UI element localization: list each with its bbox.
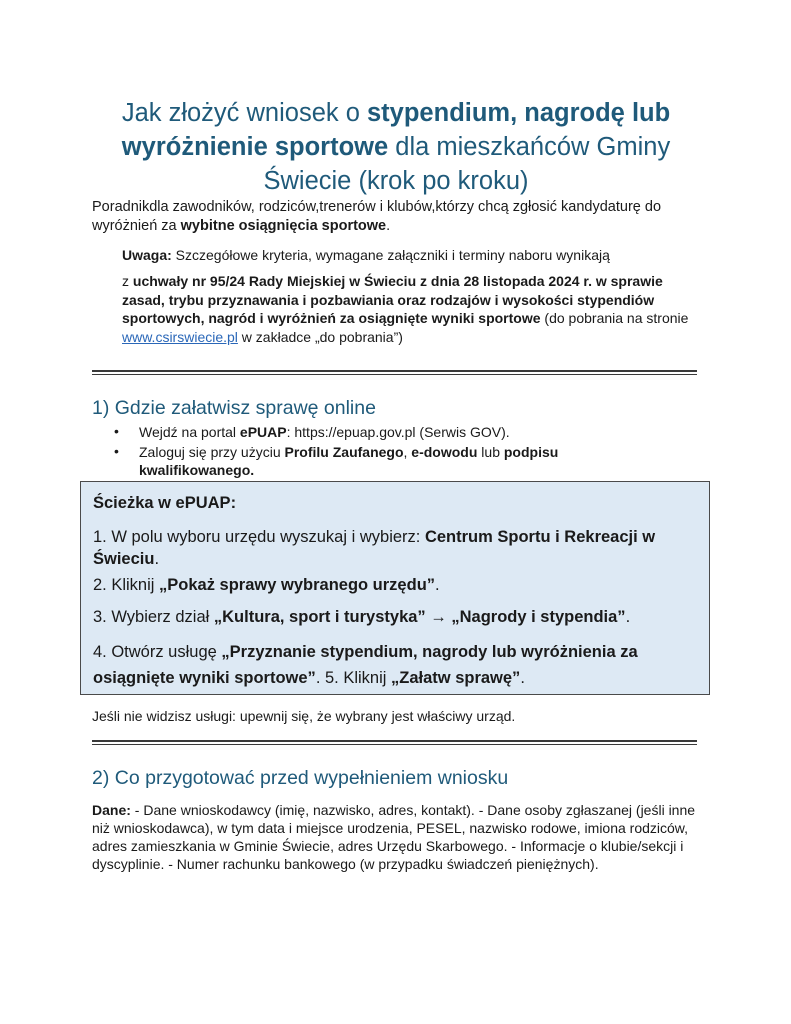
list-item: • Wejdź na portal ePUAP: https://epuap.gov.pl (Serwis GOV). [114,423,510,440]
csir-website-link[interactable]: www.csirswiecie.pl [122,328,238,345]
path-heading: Ścieżka w ePUAP: [93,494,237,512]
section-1-list [112,423,632,481]
note-line-1: Uwaga: Szczegółowe kryteria, wymagane załączniki i terminy naboru wynikają [122,247,610,263]
section-1-heading: 1) Gdzie załatwisz sprawę online [92,397,376,419]
bullet-icon: • [114,443,119,459]
epuap-path-box [80,481,710,695]
required-data-paragraph: Dane: - Dane wnioskodawcy (imię, nazwisko, adres, kontakt). - Dane osoby zgłaszanej (jeśli inne niż wnioskodawca), w tym data i miejsce urodzenia, PESEL, nazwisko rodowe, imiona rodziców, adres zamieszkania w Gminie Świecie, adres Urzędu Skarbowego. - Informacje o klubie/sekcji i dyscyplinie. - Numer rachunku bankowego (w przypadku świadczeń pieniężnych). [92,802,696,872]
missing-service-tip: Jeśli nie widzisz usługi: upewnij się, że wybrany jest właściwy urząd. [92,708,516,724]
path-step-4: 4. Otwórz usługę „Przyznanie stypendium, nagrody lub wyróżnienia za osiągnięte wyniki sportowe”. 5. Kliknij „Załatw sprawę”. [93,643,638,687]
page-title: Jak złożyć wniosek o stypendium, nagrodę lub wyróżnienie sportowe dla mieszkańców Gminy Świecie (krok po kroku) [121,99,671,195]
section-2-heading: 2) Co przygotować przed wypełnieniem wniosku [92,767,509,789]
list-item: • Zaloguj się przy użyciu Profilu Zaufanego, e-dowodu lub podpisu kwalifikowanego. [114,443,559,478]
divider [92,740,697,745]
arrow-right-icon: → [425,608,452,626]
path-step-1: 1. W polu wyboru urzędu wyszukaj i wybierz: Centrum Sportu i Rekreacji w Świeciu. [93,528,656,568]
bullet-icon: • [114,423,119,439]
path-step-3: 3. Wybierz dział „Kultura, sport i turystyka” → „Nagrody i stypendia”. [93,608,631,626]
note-paragraph: z uchwały nr 95/24 Rady Miejskiej w Świeciu z dnia 28 listopada 2024 r. w sprawie zasad, trybu przyznawania i pozbawiania oraz rodzajów i wysokości stypendiów sportowych, nagród i wyróżnień za osiągnięte wyniki sportowe (do pobrania na stronie www.csirswiecie.pl w zakładce „do pobrania”) [122,273,689,345]
divider [92,370,697,375]
intro-paragraph: Poradnikdla zawodników, rodziców,trenerów i klubów,którzy chcą zgłosić kandydaturę do wyróżnień za wybitne osiągnięcia sportowe. [92,199,662,234]
path-step-2: 2. Kliknij „Pokaż sprawy wybranego urzędu”. [93,576,440,594]
